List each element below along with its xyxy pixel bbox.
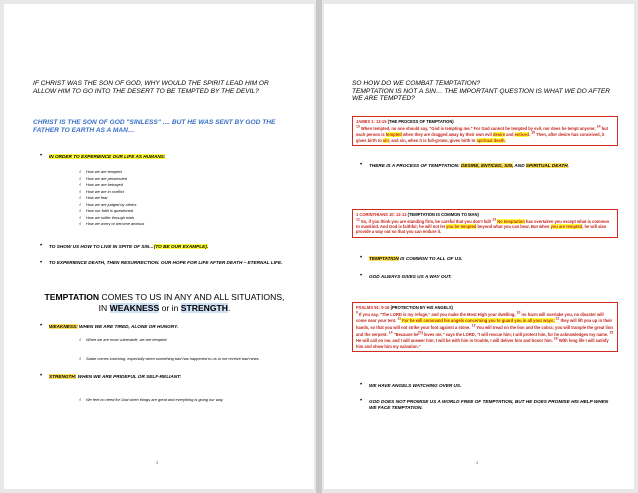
checklist-item: √ How we are persecuted — [79, 176, 144, 183]
checklist-item: √ How we worry or become anxious — [79, 221, 144, 228]
answer-heading: CHRIST IS THE SON OF GOD "SINLESS" .... BUT HE WAS SENT BY GOD THE FATHER TO EARTH AS A MAN… — [33, 119, 276, 134]
checklist-item: √ How we fear — [79, 195, 144, 202]
way-out-bullet: GOD ALWAYS GIVES US A WAY OUT. — [369, 274, 452, 279]
weakness-check-1: √ When we are most vulnerable, we are tempted. — [79, 337, 286, 342]
weakness-bullet: WEAKNESS: WHEN WE ARE TIRED, ALONE OR HUNGRY. — [49, 324, 179, 329]
page-number: 3 — [156, 460, 159, 465]
common-bullet: TEMPTATION IS COMMON TO ALL OF US. — [369, 256, 463, 261]
corinthians-scripture-box: 1 CORINTHIANS 10: 12-13 (TEMPTATION IS COMMON TO MAN) $^{12}$ So, if you think you are standing firm, be careful that you don't fall! $^{13}$ No temptation has overtaken you except what is common to mankind. And God is faithful; he will not let you be tempted beyond what you can bear. But when you are tempted, he will also provide a way out so that you can endure it. — [352, 209, 618, 238]
checklist-item: √ How we are judged by others — [79, 202, 144, 209]
checklist-item: √ How our faith is questioned — [79, 208, 144, 215]
angels-bullet: WE HAVE ANGELS WATCHING OVER US. — [369, 383, 462, 388]
document-page-4 — [324, 4, 634, 489]
strength-check: √ We feel no need for God when things are great and everything is going our way. — [79, 397, 286, 402]
page-gap — [316, 0, 322, 493]
experience-checklist — [79, 169, 144, 228]
document-page-3 — [4, 4, 314, 489]
question-heading: IF CHRIST WAS THE SON OF GOD, WHY WOULD THE SPIRIT LEAD HIM OR ALLOW HIM TO GO INTO THE DESERT TO BE TEMPTED BY THE DEVIL? — [33, 80, 269, 95]
process-bullet: THERE IS A PROCESS OF TEMPTATION: DESIRE, ENTICED, SIN, AND SPIRITUAL DEATH. — [369, 163, 569, 168]
promise-bullet: GOD DOES NOT PROMISE US A WORLD FREE OF TEMPTATION, BUT HE DOES PROMISE HIS HELP WHEN WE FACE TEMPTATION. — [369, 399, 609, 410]
james-scripture-box: JAMES 1: 13-15 (THE PROCESS OF TEMPTATION) $^{13}$ When tempted, no one should say, "God is tempting me." For God cannot be tempted by evil, nor does he tempt anyone; $^{14}$ but each person is tempted when they are dragged away by their own evil desire and enticed. $^{15}$ Then, after desire has conceived, it gives birth to sin; and sin, when it is full-grown, gives birth to spiritual death. — [352, 116, 618, 146]
checklist-item: √ How we suffer through trials — [79, 215, 144, 222]
weakness-check-2: √ Satan comes knocking, especially when something bad has happened to us or we receive bad news. — [79, 356, 286, 361]
bullet-resurrection: TO EXPERIENCE DEATH, THEN RESURRECTION. OUR HOPE FOR LIFE AFTER DEATH – ETERNAL LIFE. — [49, 260, 283, 265]
combat-heading: SO HOW DO WE COMBAT TEMPTATION? TEMPTATION IS NOT A SIN… THE IMPORTANT QUESTION IS WHAT WE DO AFTER WE ARE TEMPTED? — [352, 80, 611, 103]
checklist-item: √ How we are tempted — [79, 169, 144, 176]
checklist-item: √ How we are betrayed — [79, 182, 144, 189]
bullet-example: TO SHOW US HOW TO LIVE IN SPITE OF SIN…(TO BE OUR EXAMPLE). — [49, 244, 209, 249]
checklist-item: √ How we are in conflict — [79, 189, 144, 196]
psalms-scripture-box: PSALMS 91: 9-16 (PROTECTION BY HIS ANGELS) $^9$ If you say, "The LORD is my refuge," and you make the Most High your dwelling, $^{10}$ no harm will overtake you, no disaster will come near your tent. $^{11}$ For he will command his angels concerning you to guard you in all your ways; $^{12}$ they will lift you up in their hands, so that you will not strike your foot against a stone. $^{13}$ You will tread on the lion and the cobra; you will trample the great lion and the serpent. $^{14}$ "Because he[b] loves me," says the LORD, "I will rescue him; I will protect him, for he acknowledges my name. $^{15}$ He will call on me, and I will answer him; I will be with him in trouble, I will deliver him and honor him. $^{16}$ With long life I will satisfy him and show him my salvation." — [352, 302, 618, 352]
strength-bullet: STRENGTH: WHEN WE ARE PRIDEFUL OR SELF-RELIANT: — [49, 374, 182, 379]
page-number: 4 — [476, 460, 479, 465]
bullet-experience: IN ORDER TO EXPERIENCE OUR LIFE AS HUMANS: — [49, 154, 166, 159]
temptation-heading: TEMPTATION COMES TO US IN ANY AND ALL SITUATIONS, IN WEAKNESS or in STRENGTH. — [44, 292, 285, 313]
